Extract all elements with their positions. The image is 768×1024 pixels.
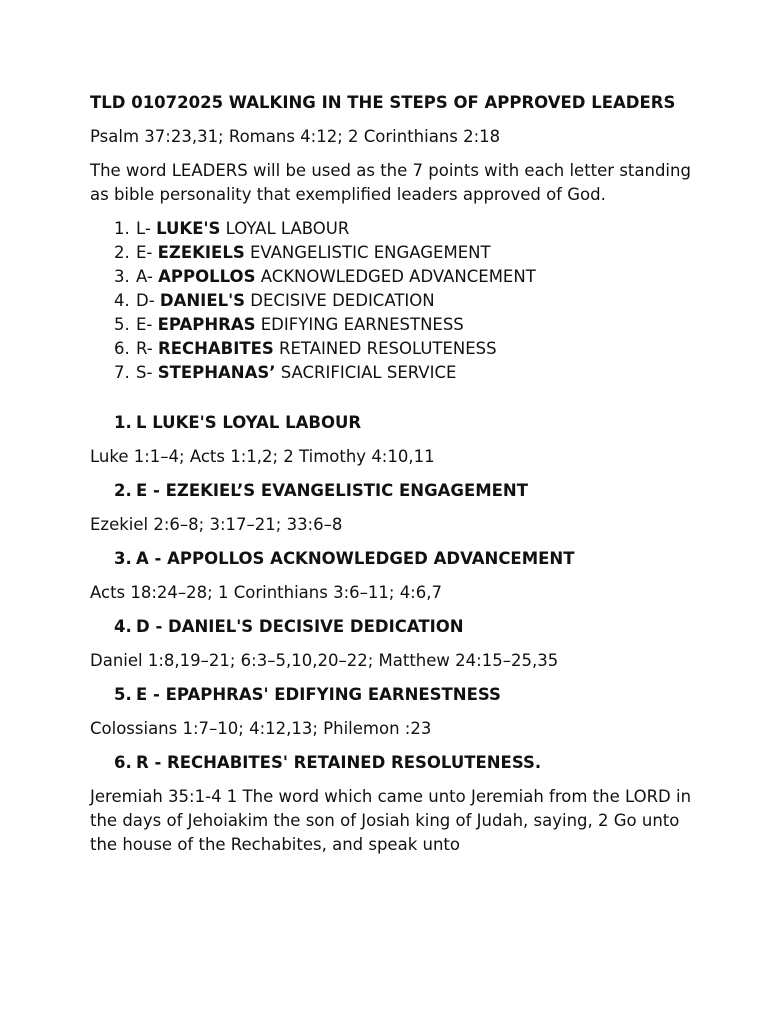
point-rest: RETAINED RESOLUTENESS xyxy=(273,339,497,358)
section-title: A - APPOLLOS ACKNOWLEDGED ADVANCEMENT xyxy=(136,549,575,568)
section-number: 5. xyxy=(114,685,132,704)
section-title: E - EZEKIEL’S EVANGELISTIC ENGAGEMENT xyxy=(136,481,528,500)
section-block xyxy=(90,479,700,537)
section-heading xyxy=(90,411,700,435)
point-rest: EDIFYING EARNESTNESS xyxy=(255,315,464,334)
point-number: 1. xyxy=(114,219,130,238)
point-name: STEPHANAS’ xyxy=(157,363,276,382)
point-rest: ACKNOWLEDGED ADVANCEMENT xyxy=(255,267,536,286)
point-name: EPAPHRAS xyxy=(157,315,256,334)
point-rest: SACRIFICIAL SERVICE xyxy=(275,363,457,382)
point-rest: DECISIVE DEDICATION xyxy=(245,291,435,310)
section-heading xyxy=(90,479,700,503)
section-heading xyxy=(90,547,700,571)
intro-paragraph: The word LEADERS will be used as the 7 points with each letter standing as bible personality that exemplified leaders approved of God. xyxy=(90,161,691,204)
section-references: Colossians 1:7–10; 4:12,13; Philemon :23 xyxy=(90,719,432,738)
point-rest: EVANGELISTIC ENGAGEMENT xyxy=(244,243,491,262)
point-prefix: S- xyxy=(136,363,158,382)
section-block xyxy=(90,751,700,857)
point-name: RECHABITES xyxy=(158,339,274,358)
section-block xyxy=(90,683,700,741)
point-prefix: D- xyxy=(136,291,160,310)
section-title: D - DANIEL'S DECISIVE DEDICATION xyxy=(136,617,464,636)
section-heading xyxy=(90,683,700,707)
section-references: Daniel 1:8,19–21; 6:3–5,10,20–22; Matthew 24:15–25,35 xyxy=(90,651,559,670)
list-item xyxy=(90,289,700,313)
scripture-references: Psalm 37:23,31; Romans 4:12; 2 Corinthians 2:18 xyxy=(90,127,501,146)
point-prefix: A- xyxy=(136,267,159,286)
list-item xyxy=(90,217,700,241)
section-heading xyxy=(90,751,700,775)
point-prefix: E- xyxy=(136,243,158,262)
list-item xyxy=(90,265,700,289)
section-title: R - RECHABITES' RETAINED RESOLUTENESS. xyxy=(136,753,542,772)
section-block xyxy=(90,547,700,605)
point-prefix: E- xyxy=(136,315,158,334)
sections xyxy=(90,411,700,857)
section-title: E - EPAPHRAS' EDIFYING EARNESTNESS xyxy=(136,685,501,704)
point-number: 3. xyxy=(114,267,130,286)
point-number: 6. xyxy=(114,339,130,358)
point-name: APPOLLOS xyxy=(158,267,256,286)
section-number: 1. xyxy=(114,413,132,432)
section-heading xyxy=(90,615,700,639)
section-references: Jeremiah 35:1-4 1 The word which came unto Jeremiah from the LORD in the days of Jehoiakim the son of Josiah king of Judah, saying, 2 Go unto the house of the Rechabites, and speak unto xyxy=(90,787,692,854)
point-name: LUKE'S xyxy=(156,219,221,238)
section-number: 6. xyxy=(114,753,132,772)
point-prefix: L- xyxy=(136,219,157,238)
section-block xyxy=(90,615,700,673)
section-number: 3. xyxy=(114,549,132,568)
point-name: DANIEL'S xyxy=(159,291,246,310)
document-page xyxy=(90,91,700,867)
point-rest: LOYAL LABOUR xyxy=(220,219,350,238)
section-references: Ezekiel 2:6–8; 3:17–21; 33:6–8 xyxy=(90,515,343,534)
section-title: L LUKE'S LOYAL LABOUR xyxy=(136,413,362,432)
point-number: 4. xyxy=(114,291,130,310)
point-number: 7. xyxy=(114,363,130,382)
section-block xyxy=(90,411,700,469)
point-number: 5. xyxy=(114,315,130,334)
points-list xyxy=(90,217,700,385)
list-item xyxy=(90,361,700,385)
section-references: Acts 18:24–28; 1 Corinthians 3:6–11; 4:6,7 xyxy=(90,583,442,602)
point-prefix: R- xyxy=(136,339,158,358)
section-references: Luke 1:1–4; Acts 1:1,2; 2 Timothy 4:10,11 xyxy=(90,447,435,466)
list-item xyxy=(90,313,700,337)
section-number: 4. xyxy=(114,617,132,636)
document-title: TLD 01072025 WALKING IN THE STEPS OF APPROVED LEADERS xyxy=(90,93,676,112)
point-number: 2. xyxy=(114,243,130,262)
list-item xyxy=(90,241,700,265)
list-item xyxy=(90,337,700,361)
section-number: 2. xyxy=(114,481,132,500)
point-name: EZEKIELS xyxy=(157,243,245,262)
